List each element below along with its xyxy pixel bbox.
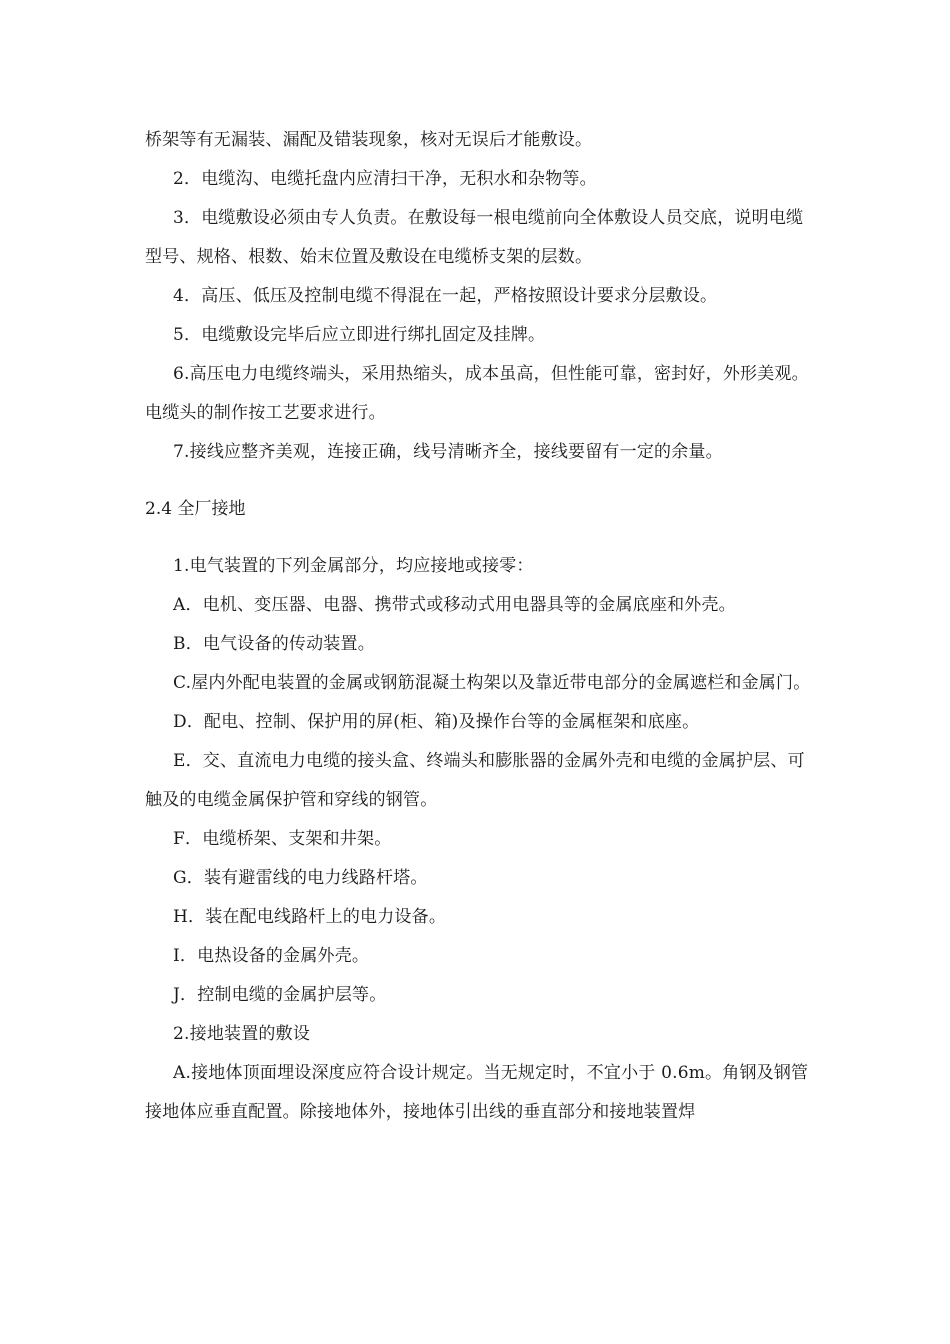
paragraph: J．控制电缆的金属护层等。 xyxy=(173,985,387,1005)
paragraph: H．装在配电线路杆上的电力设备。 xyxy=(173,907,447,927)
paragraph: C.屋内外配电装置的金属或钢筋混凝土构架以及靠近带电部分的金属遮栏和金属门。 xyxy=(173,673,811,693)
paragraph: D．配电、控制、保护用的屏(柜、箱)及操作台等的金属框架和底座。 xyxy=(173,712,700,732)
section-heading: 2.4 全厂接地 xyxy=(145,499,246,519)
paragraph: G．装有避雷线的电力线路杆塔。 xyxy=(173,868,428,888)
paragraph: 2.接地装置的敷设 xyxy=(173,1024,311,1044)
cable-laying-section xyxy=(145,121,815,472)
paragraph: A.接地体顶面埋设深度应符合设计规定。当无规定时，不宜小于 0.6m。角钢及钢管接地体应垂直配置。除接地体外，接地体引出线的垂直部分和接地装置焊 xyxy=(145,1063,809,1122)
paragraph: 4．高压、低压及控制电缆不得混在一起，严格按照设计要求分层敷设。 xyxy=(173,286,718,306)
paragraph: E．交、直流电力电缆的接头盒、终端头和膨胀器的金属外壳和电缆的金属护层、可触及的电缆金属保护管和穿线的钢管。 xyxy=(145,751,805,810)
paragraph: 桥架等有无漏装、漏配及错装现象，核对无误后才能敷设。 xyxy=(145,130,593,150)
paragraph: 5．电缆敷设完毕后应立即进行绑扎固定及挂牌。 xyxy=(173,325,546,345)
document-body xyxy=(145,121,815,1132)
paragraph: 7.接线应整齐美观，连接正确，线号清晰齐全，接线要留有一定的余量。 xyxy=(173,442,723,462)
paragraph: 1.电气装置的下列金属部分，均应接地或接零： xyxy=(173,556,534,576)
paragraph: A．电机、变压器、电器、携带式或移动式用电器具等的金属底座和外壳。 xyxy=(173,595,736,615)
paragraph: 3．电缆敷设必须由专人负责。在敷设每一根电缆前向全体敷设人员交底，说明电缆型号、规格、根数、始末位置及敷设在电缆桥支架的层数。 xyxy=(145,208,804,267)
paragraph: I．电热设备的金属外壳。 xyxy=(173,946,370,966)
paragraph: 2．电缆沟、电缆托盘内应清扫干净，无积水和杂物等。 xyxy=(173,169,597,189)
paragraph: F．电缆桥架、支架和井架。 xyxy=(173,829,392,849)
paragraph: B．电气设备的传动装置。 xyxy=(173,634,375,654)
grounding-section xyxy=(145,547,815,1132)
paragraph: 6.高压电力电缆终端头，采用热缩头，成本虽高，但性能可靠，密封好，外形美观。电缆头的制作按工艺要求进行。 xyxy=(145,364,809,423)
